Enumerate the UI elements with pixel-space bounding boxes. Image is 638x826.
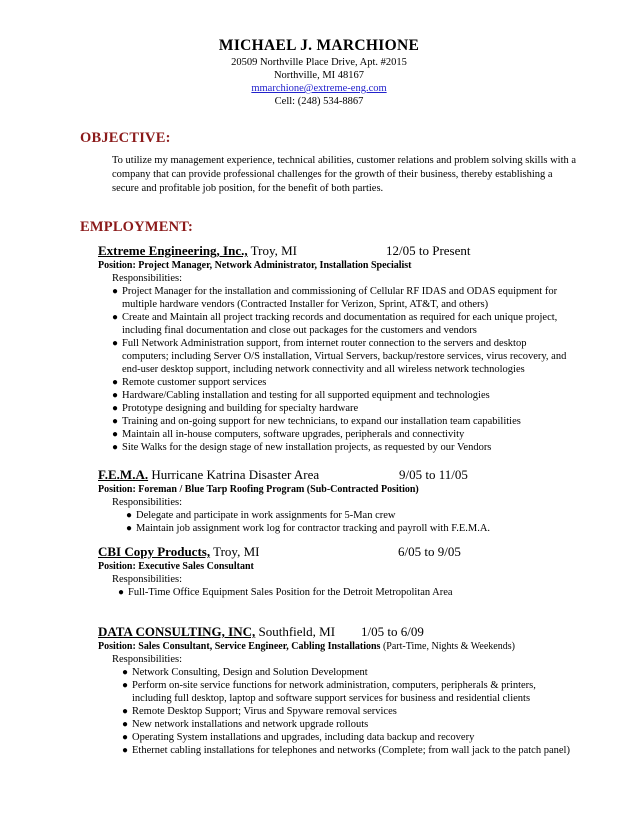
email-link[interactable]: mmarchione@extreme-eng.com [251,83,387,94]
job-position [98,640,578,653]
address-line: 20509 Northville Place Drive, Apt. #2015 [231,57,407,68]
company-name: Extreme Engineering, Inc., [98,243,248,258]
responsibilities-list [126,509,566,535]
responsibility-text: Remote customer support services [122,377,267,388]
bullet-icon: ● [112,390,119,401]
responsibilities-list [118,586,558,599]
job-entry [98,243,578,454]
responsibility-text: Maintain all in-house computers, software upgrades, peripherals and connectivity [122,429,465,440]
responsibility-item [122,666,578,679]
job-position [98,560,578,573]
resume-header [0,36,638,108]
position-label: Position: [98,561,139,572]
employment-heading: EMPLOYMENT: [80,219,194,235]
responsibility-text: Prototype designing and building for specialty hardware [122,403,359,414]
job-heading [98,243,578,259]
bullet-icon: ● [122,667,129,678]
responsibility-text: Operating System installations and upgrades, including data backup and recovery [132,732,475,743]
responsibility-item [112,428,568,441]
job-dates: 9/05 to 11/05 [399,467,468,482]
bullet-icon: ● [112,429,119,440]
bullet-icon: ● [122,719,129,730]
responsibility-text: Maintain job assignment work log for contractor tracking and payroll with F.E.M.A. [136,523,491,534]
objective-text: To utilize my management experience, technical abilities, customer relations and problem solving skills with a company that can provide professional challenges for the growth of their business, thereby establishing a secure and profitable job position, for the benefit of both parties. [112,155,577,194]
city-line: Northville, MI 48167 [273,70,365,81]
job-heading [98,624,578,640]
bullet-icon: ● [122,745,129,756]
responsibilities-label: Responsibilities: [112,654,183,665]
bullet-icon: ● [118,587,125,598]
responsibility-item [112,415,568,428]
responsibility-item [112,441,568,454]
job-dates: 12/05 to Present [386,243,471,258]
responsibility-item [112,311,568,337]
position-title: Sales Consultant, Service Engineer, Cabling Installations [138,641,381,652]
responsibility-text: New network installations and network upgrade rollouts [132,719,369,730]
responsibility-text: Network Consulting, Design and Solution Development [132,667,368,678]
company-name: CBI Copy Products, [98,544,211,559]
job-heading [98,467,578,483]
responsibility-item [112,285,568,311]
job-location: Hurricane Katrina Disaster Area [148,467,320,482]
job-location: Troy, MI [247,243,297,258]
responsibility-text: Ethernet cabling installations for telephones and networks (Complete; from wall jack to the patch panel) [132,745,570,756]
cell-phone: Cell: (248) 534-8867 [274,96,364,107]
bullet-icon: ● [112,286,119,297]
responsibility-text: Hardware/Cabling installation and testing for all supported equipment and technologies [122,390,490,401]
objective-heading: OBJECTIVE: [80,130,171,146]
job-dates: 6/05 to 9/05 [398,544,461,559]
responsibility-item [122,731,578,744]
responsibility-text: Delegate and participate in work assignments for 5-Man crew [136,510,396,521]
bullet-icon: ● [126,523,133,534]
job-dates: 1/05 to 6/09 [361,624,424,639]
responsibility-text: Training and on-going support for new technicians, to expand our installation team capabilities [122,416,521,427]
bullet-icon: ● [122,732,129,743]
bullet-icon: ● [112,312,119,323]
responsibilities-label: Responsibilities: [112,273,183,284]
responsibility-item [122,679,578,705]
responsibility-text: Site Walks for the design stage of new installation projects, as requested by our Vendors [122,442,492,453]
responsibility-item [112,376,568,389]
bullet-icon: ● [122,706,129,717]
position-note: (Part-Time, Nights & Weekends) [380,641,515,652]
responsibility-item [112,337,568,376]
responsibility-item [122,744,578,757]
responsibility-text: Perform on-site service functions for network administration, computers, peripherals & printers, including full desktop, laptop and software support services for business and residential clients [132,680,536,704]
job-entry [98,544,578,599]
responsibility-item [126,509,566,522]
responsibility-item [122,705,578,718]
responsibility-item [112,402,568,415]
job-location: Troy, MI [210,544,260,559]
responsibilities-list [112,285,568,454]
responsibility-text: Full-Time Office Equipment Sales Position for the Detroit Metropolitan Area [128,587,453,598]
candidate-name: MICHAEL J. MARCHIONE [218,37,420,54]
responsibilities-label: Responsibilities: [112,574,183,585]
job-entry [98,624,578,757]
job-entry [98,467,578,535]
job-location: Southfield, MI [255,624,336,639]
responsibility-text: Remote Desktop Support; Virus and Spyware removal services [132,706,397,717]
position-title: Executive Sales Consultant [138,561,254,572]
bullet-icon: ● [112,442,119,453]
responsibility-text: Create and Maintain all project tracking records and documentation as required for each unique project, including final documentation and close out packages for the customers and vendors [122,312,558,336]
position-title: Project Manager, Network Administrator, Installation Specialist [138,260,412,271]
company-name: F.E.M.A. [98,467,149,482]
responsibility-item [126,522,566,535]
bullet-icon: ● [112,403,119,414]
company-name: DATA CONSULTING, INC, [98,624,256,639]
bullet-icon: ● [126,510,133,521]
responsibilities-list [122,666,578,757]
bullet-icon: ● [112,377,119,388]
responsibility-item [112,389,568,402]
bullet-icon: ● [112,416,119,427]
job-position [98,483,578,496]
responsibilities-label: Responsibilities: [112,497,183,508]
bullet-icon: ● [122,680,129,691]
position-title: Foreman / Blue Tarp Roofing Program (Sub-Contracted Position) [138,484,419,495]
responsibility-item [118,586,558,599]
job-position [98,259,578,272]
position-label: Position: [98,260,139,271]
job-heading [98,544,578,560]
position-label: Position: [98,484,139,495]
position-label: Position: [98,641,139,652]
responsibility-item [122,718,578,731]
responsibility-text: Full Network Administration support, from internet router connection to the servers and desktop computers; including Server O/S installation, Virtual Servers, backup/restore services, virus recovery, and end-user desktop support, including network connectivity and all wireless network technologies [122,338,567,375]
responsibility-text: Project Manager for the installation and commissioning of Cellular RF IDAS and ODAS equipment for multiple hardware vendors (Contracted Installer for Verizon, Sprint, AT&T, and others) [122,286,558,310]
bullet-icon: ● [112,338,119,349]
